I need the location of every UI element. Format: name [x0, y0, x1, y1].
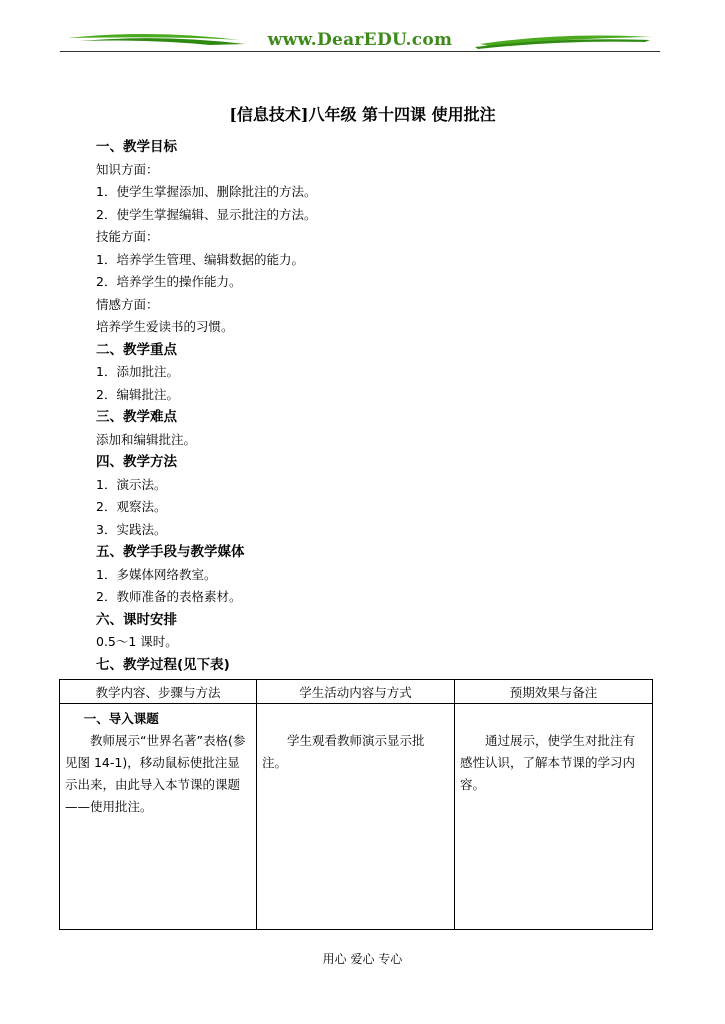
site-logo-text: www.DearEDU.com	[267, 30, 453, 50]
section-text: 1．添加批注。	[96, 364, 179, 379]
section-text: 知识方面：	[96, 161, 159, 177]
section-text: 2．培养学生的操作能力。	[96, 274, 242, 289]
section-text: 1．多媒体网络教室。	[96, 566, 217, 582]
lesson-body	[96, 136, 666, 676]
section-text: 2．观察法。	[96, 499, 167, 514]
section-text: 2．编辑批注。	[96, 386, 179, 402]
section-heading: 二、教学重点	[96, 341, 177, 358]
table-cell	[60, 704, 257, 930]
step-text: 教师展示“世界名著”表格(参见图 14-1)，移动鼠标使批注显示出来，由此导入本节课的课题——使用批注。	[65, 733, 246, 814]
section-text: 情感方面：	[96, 296, 159, 312]
column-header: 学生活动内容与方式	[257, 680, 455, 704]
section-text: 0.5～1 课时。	[96, 634, 178, 649]
section-text: 技能方面：	[96, 229, 159, 244]
section-text: 3．实践法。	[96, 521, 167, 537]
column-header: 教学内容、步骤与方法	[60, 680, 257, 704]
student-activity-text: 学生观看教师演示显示批注。	[262, 733, 425, 770]
section-heading: 六、课时安排	[96, 611, 177, 628]
section-heading: 七、教学过程(见下表)	[96, 656, 230, 673]
section-heading: 一、教学目标	[96, 139, 177, 155]
page-footer: 用心 爱心 专心	[322, 952, 403, 966]
section-heading: 四、教学方法	[96, 454, 177, 470]
table-cell	[257, 704, 455, 930]
section-text: 2．使学生掌握编辑、显示批注的方法。	[96, 206, 317, 222]
section-heading: 五、教学手段与教学媒体	[96, 544, 245, 560]
section-text: 添加和编辑批注。	[96, 431, 197, 447]
column-header: 预期效果与备注	[455, 680, 653, 704]
section-text: 1．演示法。	[96, 476, 167, 492]
section-text: 1．培养学生管理、编辑数据的能力。	[96, 251, 304, 267]
document-title: [信息技术]八年级 第十四课 使用批注	[229, 105, 496, 124]
table-cell	[455, 704, 653, 930]
page-header	[60, 28, 660, 56]
section-text: 培养学生爱读书的习惯。	[96, 319, 234, 334]
step-heading: 一、导入课题	[83, 711, 159, 726]
teaching-process-table	[59, 679, 653, 930]
section-text: 1．使学生掌握添加、删除批注的方法。	[96, 184, 317, 199]
section-text: 2．教师准备的表格素材。	[96, 589, 242, 604]
table-header-row	[60, 680, 653, 704]
expected-effect-text: 通过展示，使学生对批注有感性认识，了解本节课的学习内容。	[460, 733, 636, 792]
header-divider	[60, 51, 660, 52]
section-heading: 三、教学难点	[96, 409, 177, 425]
table-row	[60, 704, 653, 930]
